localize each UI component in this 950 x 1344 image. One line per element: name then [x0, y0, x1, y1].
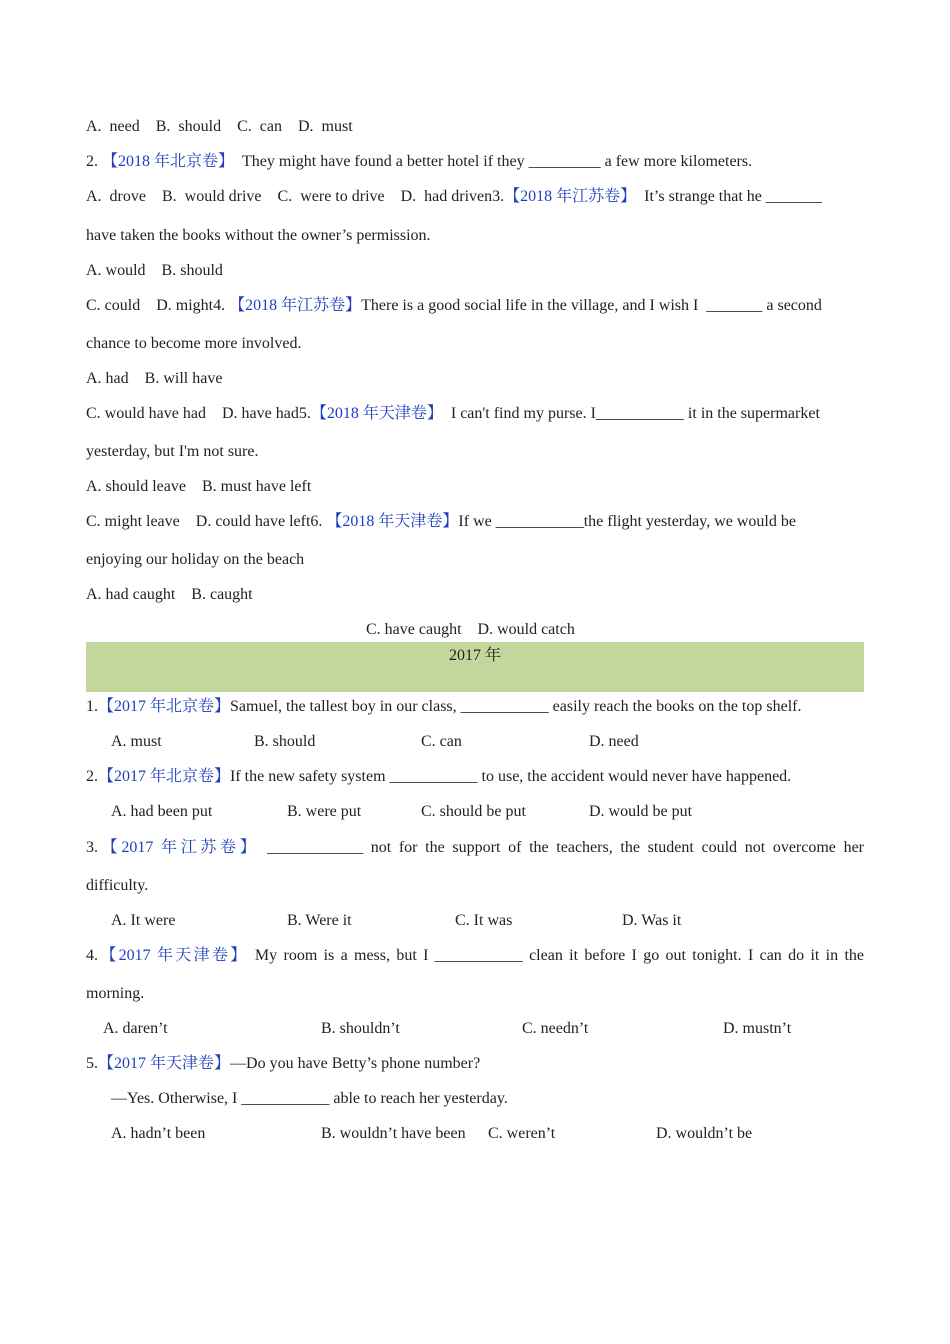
option-d: D. Was it: [622, 912, 682, 929]
option-c: C. needn’t: [522, 1020, 589, 1037]
source-tag: 【2017 年北京卷】: [98, 768, 231, 785]
question-continuation: difficulty.: [86, 877, 149, 894]
question-continuation: —Yes. Otherwise, I ___________ able to reach her yesterday.: [111, 1090, 508, 1107]
question-2018-5: [86, 404, 820, 424]
options-line: A. need B. should C. can D. must: [86, 118, 353, 135]
question-continuation: yesterday, but I'm not sure.: [86, 443, 259, 460]
question-text: —Do you have Betty’s phone number?: [230, 1055, 481, 1072]
question-number: 1.: [86, 698, 98, 715]
options-text: A. drove B. would drive C. were to drive D. had driven3.: [86, 188, 505, 205]
question-text: I can't find my purse. I___________ it in the supermarket: [442, 405, 820, 422]
source-tag: 【2018 年天津卷】: [310, 405, 443, 422]
source-tag: 【2017 年天津卷】: [98, 1055, 231, 1072]
options-line: A. should leave B. must have left: [86, 478, 312, 495]
question-2018-6: [86, 512, 796, 532]
option-c: C. It was: [455, 912, 513, 929]
source-tag: 【2018 年天津卷】: [326, 513, 459, 530]
question-text: There is a good social life in the village, and I wish I _______ a second: [361, 297, 822, 314]
option-a: A. daren’t: [103, 1020, 168, 1037]
option-b: B. Were it: [287, 912, 352, 929]
options-line: A. had caught B. caught: [86, 586, 253, 603]
question-continuation: enjoying our holiday on the beach: [86, 551, 305, 568]
question-continuation: chance to become more involved.: [86, 335, 302, 352]
source-tag: 【2018 年江苏卷】: [504, 188, 637, 205]
option-b: B. wouldn’t have been: [321, 1125, 466, 1142]
options-text: C. might leave D. could have left6.: [86, 513, 327, 530]
question-text: ____________ not for the support of the teachers, the student could not overcome her: [259, 839, 864, 856]
option-d: D. wouldn’t be: [656, 1125, 753, 1142]
options-text: C. could D. might4.: [86, 297, 230, 314]
source-tag: 【2017 年北京卷】: [98, 698, 231, 715]
question-2017-2: [86, 767, 791, 787]
option-b: B. shouldn’t: [321, 1020, 400, 1037]
question-2017-5: [86, 1054, 480, 1074]
option-c: C. weren’t: [488, 1125, 556, 1142]
option-a: A. It were: [111, 912, 176, 929]
source-tag: 【2017 年天津卷】: [98, 947, 249, 964]
option-d: D. would be put: [589, 803, 693, 820]
question-2018-4: [86, 296, 822, 316]
option-c: C. can: [421, 733, 462, 750]
question-continuation: have taken the books without the owner’s permission.: [86, 227, 431, 244]
option-a: A. must: [111, 733, 162, 750]
question-number: 2.: [86, 153, 102, 170]
option-b: B. were put: [287, 803, 362, 820]
question-text: If we ___________the flight yesterday, we would be: [458, 513, 796, 530]
question-2018-3: [86, 187, 822, 207]
question-number: 4.: [86, 947, 98, 964]
question-2018-2: [86, 152, 752, 172]
question-text: Samuel, the tallest boy in our class, ___________ easily reach the books on the top shelf.: [230, 698, 802, 715]
question-number: 3.: [86, 839, 98, 856]
source-tag: 【2017 年江苏卷】: [98, 839, 260, 856]
options-text: C. would have had D. have had5.: [86, 405, 311, 422]
question-2017-4: [86, 946, 864, 966]
options-line: A. would B. should: [86, 262, 223, 279]
question-number: 5.: [86, 1055, 98, 1072]
question-text: If the new safety system ___________ to use, the accident would never have happened.: [230, 768, 792, 785]
option-a: A. hadn’t been: [111, 1125, 206, 1142]
year-banner: [86, 642, 864, 692]
options-line: A. had B. will have: [86, 370, 223, 387]
option-d: D. mustn’t: [723, 1020, 792, 1037]
option-b: B. should: [254, 733, 316, 750]
options-line: C. have caught D. would catch: [366, 621, 575, 638]
option-d: D. need: [589, 733, 639, 750]
question-text: My room is a mess, but I ___________ clean it before I go out tonight. I can do it in the: [248, 947, 864, 964]
option-a: A. had been put: [111, 803, 213, 820]
source-tag: 【2018 年北京卷】: [102, 153, 235, 170]
question-2017-3: [86, 838, 864, 858]
question-2017-1: [86, 697, 801, 717]
source-tag: 【2018 年江苏卷】: [229, 297, 362, 314]
question-text: They might have found a better hotel if they _________ a few more kilometers.: [234, 153, 753, 170]
option-c: C. should be put: [421, 803, 526, 820]
question-continuation: morning.: [86, 985, 145, 1002]
banner-year: 2017 年: [448, 647, 501, 664]
question-text: It’s strange that he _______: [636, 188, 822, 205]
question-number: 2.: [86, 768, 98, 785]
